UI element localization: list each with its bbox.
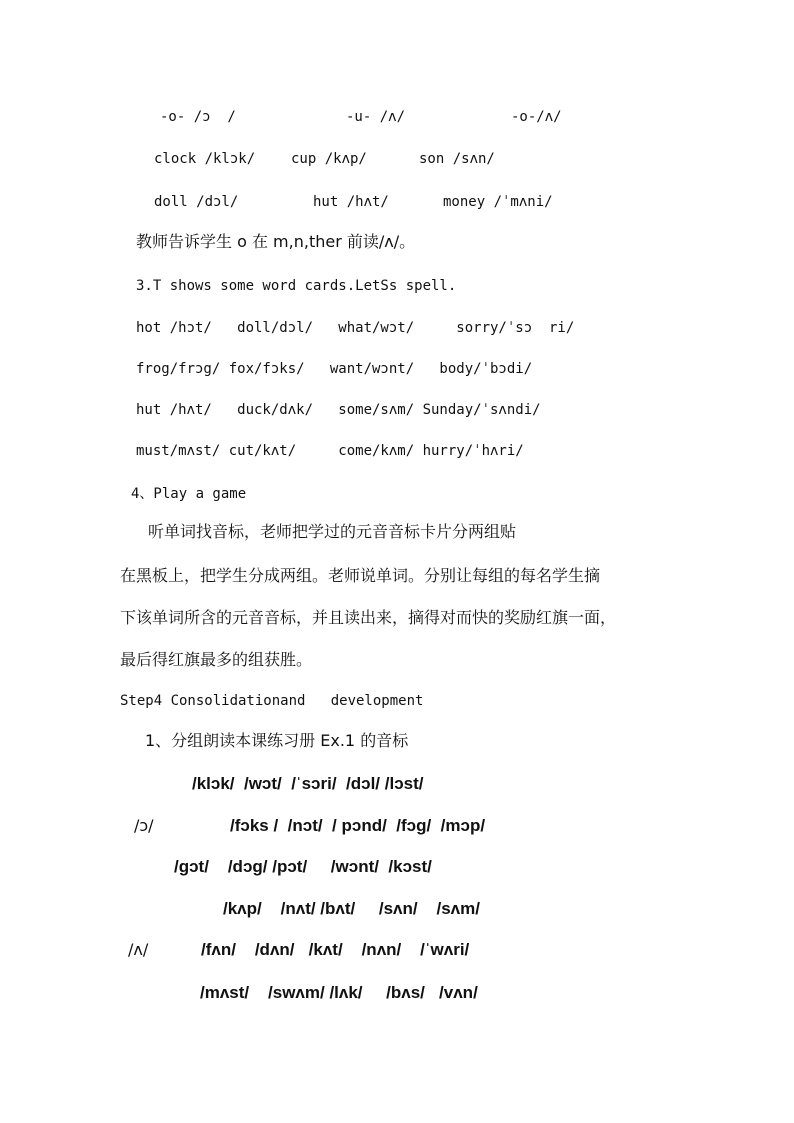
pattern-u: -u- /ʌ/	[346, 109, 406, 125]
game-paragraph-line-1: 听单词找音标，老师把学过的元音音标卡片分两组贴	[148, 522, 517, 541]
u-phonetic-line-1: /kʌp/ /nʌt/ /bʌt/ /sʌn/ /sʌm/	[223, 899, 480, 918]
word-card-line-4: must/mʌst/ cut/kʌt/ come/kʌm/ hurry/ˈhʌri/	[136, 443, 524, 459]
word-card-line-1: hot /hɔt/ doll/dɔl/ what/wɔt/ sorry/ˈsɔ ri/	[136, 320, 575, 336]
step4-title: 4、Play a game	[131, 486, 247, 502]
step3-title: 3.T shows some word cards.LetSs spell.	[136, 278, 457, 294]
example-clock: clock /klɔk/	[154, 151, 256, 167]
rule-note: 教师告诉学生 o 在 m,n,ther 前读/ʌ/。	[136, 232, 416, 251]
o-phonetic-line-1: /klɔk/ /wɔt/ /ˈsɔri/ /dɔl/ /lɔst/	[192, 774, 424, 793]
pattern-o-short: -o- /ɔ /	[160, 109, 236, 125]
example-cup: cup /kʌp/	[291, 151, 367, 167]
consolidation-title: Step4 Consolidationand development	[120, 693, 424, 709]
game-paragraph-line-2: 在黑板上，把学生分成两组。老师说单词。分别让每组的每名学生摘	[120, 566, 601, 585]
u-vowel-label: /ʌ/	[128, 940, 149, 959]
u-phonetic-line-2: /fʌn/ /dʌn/ /kʌt/ /nʌn/ /ˈwʌri/	[201, 940, 470, 959]
example-son: son /sʌn/	[419, 151, 495, 167]
word-card-line-2: frog/frɔg/ fox/fɔks/ want/wɔnt/ body/ˈbɔdi/	[136, 361, 533, 377]
pattern-o-as-u: -o-/ʌ/	[511, 109, 562, 125]
consolidation-item-1: 1、分组朗读本课练习册 Ex.1 的音标	[145, 731, 409, 750]
game-paragraph-line-4: 最后得红旗最多的组获胜。	[120, 650, 313, 669]
u-phonetic-line-3: /mʌst/ /swʌm/ /lʌk/ /bʌs/ /vʌn/	[200, 983, 478, 1002]
example-money: money /ˈmʌni/	[443, 194, 553, 210]
o-phonetic-line-2: /fɔks / /nɔt/ / pɔnd/ /fɔg/ /mɔp/	[230, 816, 486, 835]
word-card-line-3: hut /hʌt/ duck/dʌk/ some/sʌm/ Sunday/ˈsʌndi/	[136, 402, 541, 418]
example-doll: doll /dɔl/	[154, 194, 239, 210]
example-hut: hut /hʌt/	[313, 194, 389, 210]
o-vowel-label: /ɔ/	[134, 816, 154, 835]
game-paragraph-line-3: 下该单词所含的元音音标，并且读出来，摘得对而快的奖励红旗一面，	[120, 608, 617, 627]
o-phonetic-line-3: /gɔt/ /dɔg/ /pɔt/ /wɔnt/ /kɔst/	[174, 857, 432, 876]
